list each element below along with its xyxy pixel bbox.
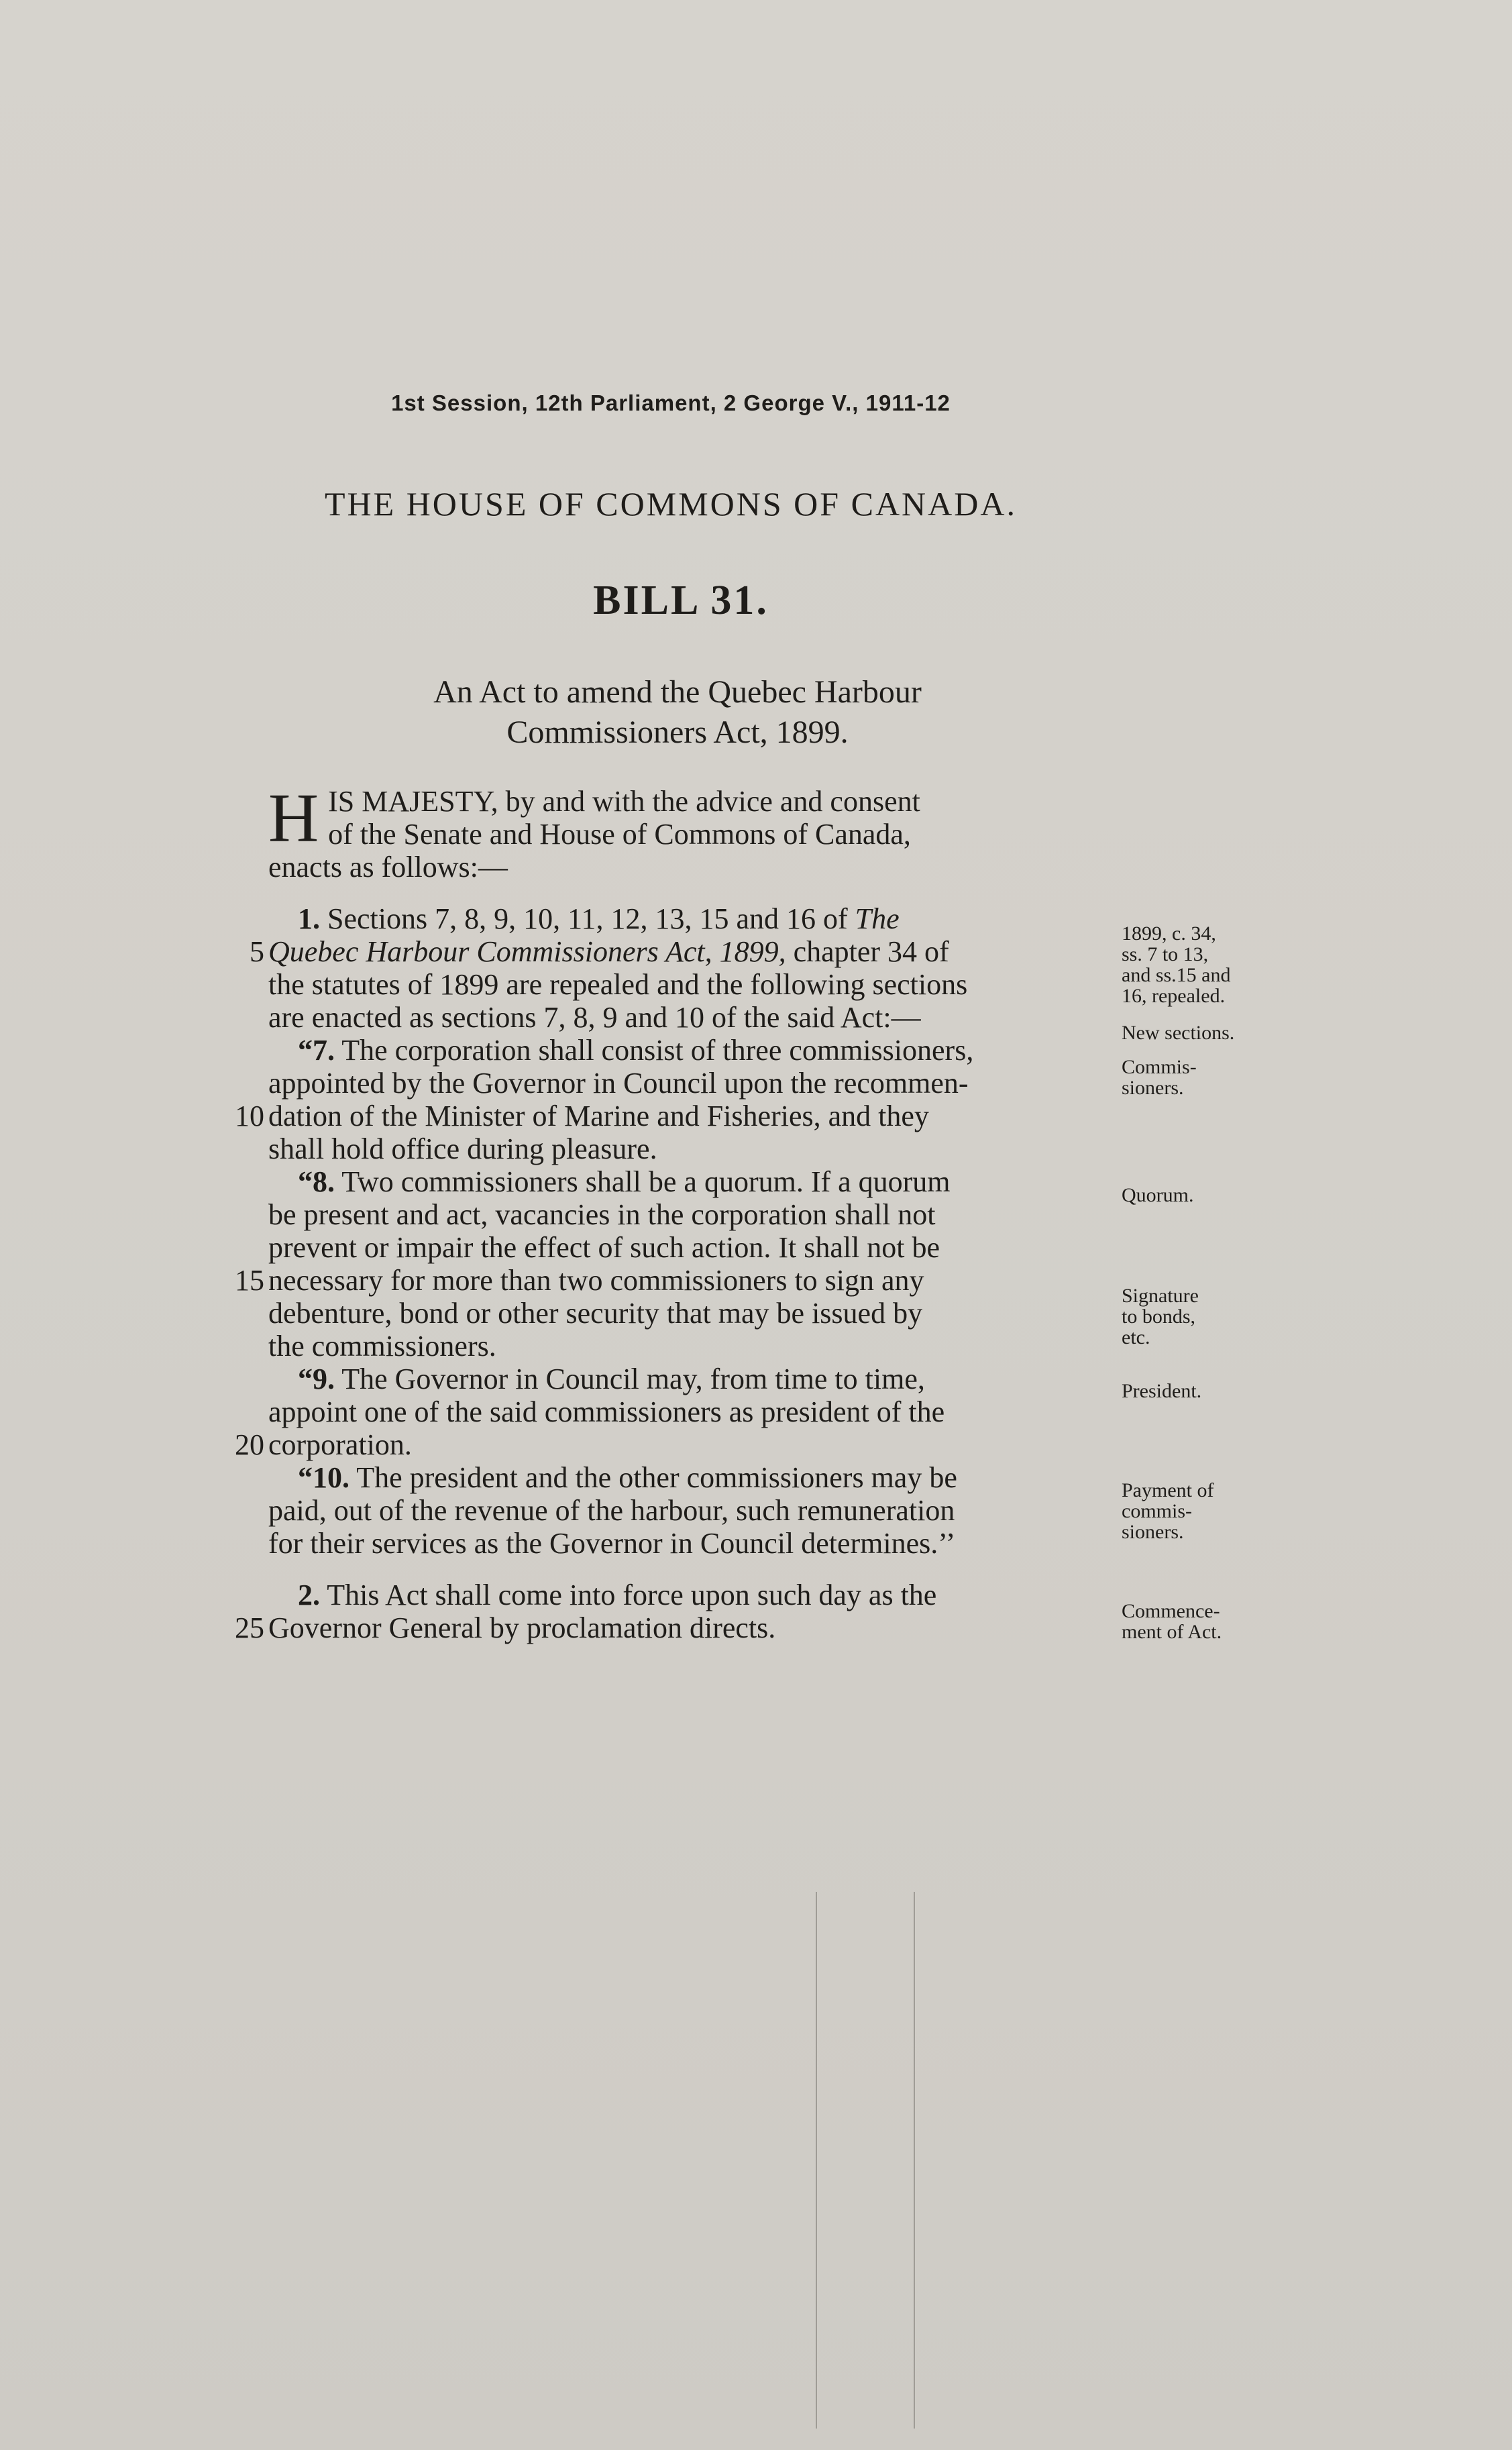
text-span: The corporation shall consist of three commissioners, bbox=[341, 1034, 974, 1067]
margin-note-line: sioners. bbox=[1122, 1077, 1184, 1099]
line-number: 25 bbox=[235, 1611, 264, 1644]
text-line: be present and act, vacancies in the corporation shall not bbox=[268, 1198, 936, 1231]
margin-note-line: 1899, c. 34, bbox=[1122, 922, 1216, 945]
text-line: the statutes of 1899 are repealed and the following sections bbox=[268, 968, 968, 1001]
section-number: “8. bbox=[298, 1165, 335, 1198]
text-span: chapter 34 of bbox=[793, 935, 949, 968]
fold-line bbox=[914, 1892, 915, 2429]
line-number: 20 bbox=[235, 1428, 264, 1461]
text-span: Sections 7, 8, 9, 10, 11, 12, 13, 15 and 16 of bbox=[327, 902, 848, 935]
margin-note-line: Signature bbox=[1122, 1285, 1199, 1307]
line-number: 5 bbox=[250, 935, 264, 968]
section-9 bbox=[235, 1363, 1114, 1461]
margin-note-line: ss. 7 to 13, bbox=[1122, 943, 1209, 965]
line-number: 15 bbox=[235, 1264, 264, 1297]
text-line bbox=[250, 935, 1114, 968]
section-8 bbox=[235, 1165, 1114, 1363]
italic-span: The bbox=[855, 902, 900, 935]
margin-note-commissioners bbox=[1122, 1057, 1276, 1098]
margin-note-president: President. bbox=[1122, 1380, 1202, 1402]
preamble-line: enacts as follows:— bbox=[268, 851, 508, 884]
section-number: “10. bbox=[298, 1461, 349, 1494]
preamble-line: of the Senate and House of Commons of Canada, bbox=[328, 818, 911, 851]
margin-note-line: 16, repealed. bbox=[1122, 985, 1226, 1007]
text-line bbox=[268, 1165, 1114, 1198]
margin-note-line: sioners. bbox=[1122, 1521, 1184, 1543]
margin-note-line: etc. bbox=[1122, 1326, 1150, 1348]
text-line: prevent or impair the effect of such action. It shall not be bbox=[268, 1231, 940, 1264]
section-number: “9. bbox=[298, 1363, 335, 1395]
text-span: necessary for more than two commissioners to sign any bbox=[268, 1264, 924, 1297]
margin-note-quorum: Quorum. bbox=[1122, 1184, 1194, 1206]
margin-note-commencement bbox=[1122, 1601, 1276, 1642]
text-line: for their services as the Governor in Council determines.’’ bbox=[268, 1527, 956, 1560]
act-title-line-1: An Act to amend the Quebec Harbour bbox=[433, 674, 922, 710]
preamble bbox=[268, 780, 1114, 884]
text-line: are enacted as sections 7, 8, 9 and 10 of the said Act:— bbox=[268, 1001, 921, 1034]
section-2 bbox=[235, 1579, 1114, 1644]
text-span: The president and the other commissioners may be bbox=[356, 1461, 957, 1494]
text-line bbox=[268, 902, 1114, 935]
bill-body bbox=[235, 780, 1114, 1644]
text-line: shall hold office during pleasure. bbox=[268, 1132, 657, 1165]
italic-span: Quebec Harbour Commissioners Act, 1899, bbox=[268, 935, 786, 968]
text-span: Two commissioners shall be a quorum. If a quorum bbox=[341, 1165, 951, 1198]
act-title-line-2: Commissioners Act, 1899. bbox=[506, 714, 849, 750]
text-line: the commissioners. bbox=[268, 1330, 496, 1363]
margin-note-line: Payment of bbox=[1122, 1479, 1214, 1501]
text-line bbox=[268, 1363, 1114, 1395]
text-span: Governor General by proclamation directs. bbox=[268, 1611, 776, 1644]
margin-note-line: ment of Act. bbox=[1122, 1621, 1222, 1643]
margin-note-payment bbox=[1122, 1480, 1276, 1542]
margin-note-line: Commence- bbox=[1122, 1600, 1220, 1622]
text-line: debenture, bond or other security that may be issued by bbox=[268, 1297, 923, 1330]
preamble-line: IS MAJESTY, by and with the advice and consent bbox=[328, 785, 920, 818]
section-10 bbox=[268, 1461, 1114, 1560]
section-number: 1. bbox=[298, 902, 320, 935]
margin-note-signature bbox=[1122, 1285, 1276, 1348]
text-span: corporation. bbox=[268, 1428, 412, 1461]
text-line: appoint one of the said commissioners as president of the bbox=[268, 1395, 945, 1428]
text-line bbox=[235, 1611, 1114, 1644]
text-line: appointed by the Governor in Council upon the recommen- bbox=[268, 1067, 969, 1100]
text-line bbox=[235, 1264, 1114, 1297]
text-span: The Governor in Council may, from time to time, bbox=[341, 1363, 925, 1395]
section-7 bbox=[235, 1034, 1114, 1165]
text-line bbox=[235, 1100, 1114, 1132]
margin-note-line: commis- bbox=[1122, 1500, 1192, 1522]
margin-note-line: Commis- bbox=[1122, 1056, 1197, 1078]
drop-cap: H bbox=[268, 780, 319, 857]
text-span: This Act shall come into force upon such day as the bbox=[327, 1579, 937, 1611]
act-title bbox=[0, 672, 1355, 753]
margin-note-repealed bbox=[1122, 923, 1276, 1006]
session-header: 1st Session, 12th Parliament, 2 George V., 1911-12 bbox=[391, 390, 951, 415]
text-line bbox=[235, 1428, 1114, 1461]
margin-note-new-sections: New sections. bbox=[1122, 1022, 1235, 1044]
section-1 bbox=[250, 902, 1114, 1034]
section-number: “7. bbox=[298, 1034, 335, 1067]
line-number: 10 bbox=[235, 1100, 264, 1132]
text-span: dation of the Minister of Marine and Fisheries, and they bbox=[268, 1100, 929, 1132]
house-title: THE HOUSE OF COMMONS OF CANADA. bbox=[325, 485, 1017, 523]
fold-line bbox=[816, 1892, 817, 2429]
text-line bbox=[268, 1579, 1114, 1611]
margin-note-line: to bonds, bbox=[1122, 1306, 1196, 1328]
bill-number: BILL 31. bbox=[593, 578, 769, 623]
text-line bbox=[268, 1034, 1114, 1067]
margin-note-line: and ss.15 and bbox=[1122, 964, 1231, 986]
text-line bbox=[268, 1461, 1114, 1494]
section-number: 2. bbox=[298, 1579, 320, 1611]
text-line: paid, out of the revenue of the harbour, such remuneration bbox=[268, 1494, 955, 1527]
